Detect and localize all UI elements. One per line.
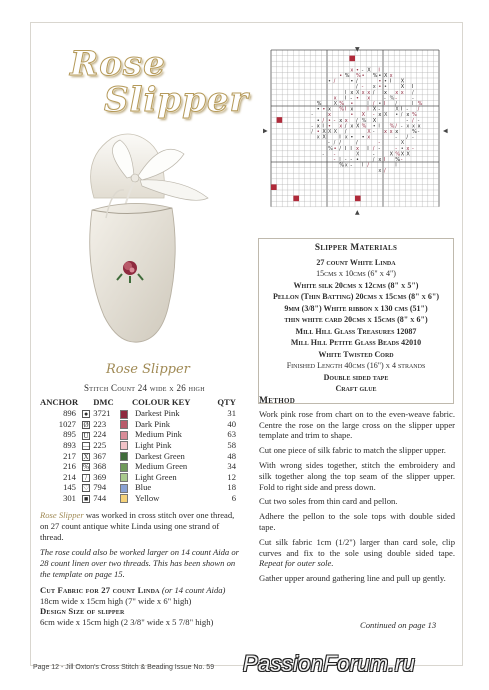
key-dmc: 369 <box>93 471 107 482</box>
svg-text:-: - <box>395 95 398 102</box>
svg-text:x: x <box>406 123 410 130</box>
svg-text:/: / <box>356 140 358 147</box>
svg-text:•: • <box>350 134 354 141</box>
svg-text:▼: ▼ <box>355 46 360 53</box>
continued-note: Continued on page 13 <box>360 620 437 630</box>
svg-text:/: / <box>406 134 409 141</box>
cross-stitch-chart <box>259 46 453 216</box>
key-row <box>40 472 236 483</box>
svg-text:X: X <box>367 67 371 74</box>
svg-text:x: x <box>378 168 382 175</box>
svg-text:•: • <box>361 134 365 141</box>
svg-text:%: % <box>389 123 395 130</box>
svg-text:x: x <box>384 129 387 135</box>
svg-text:-: - <box>322 151 325 158</box>
svg-text:X: X <box>400 84 405 91</box>
header-anchor: ANCHOR <box>40 397 79 407</box>
svg-text:X: X <box>400 78 405 85</box>
svg-text:X: X <box>400 151 405 158</box>
svg-text:•: • <box>372 123 376 130</box>
svg-text:-: - <box>412 145 414 152</box>
svg-text:-: - <box>350 157 353 163</box>
svg-text:%: % <box>316 101 322 107</box>
svg-text:•: • <box>322 106 326 113</box>
key-symbol: U <box>83 431 89 440</box>
key-swatch <box>120 493 132 504</box>
svg-text:%: % <box>395 157 400 163</box>
key-row <box>40 440 236 451</box>
key-qty: 63 <box>227 429 236 440</box>
method-step: Cut two soles from thin card and pellon. <box>259 496 398 507</box>
svg-text:-: - <box>333 151 336 158</box>
svg-text:•: • <box>350 101 354 107</box>
materials-line: Craft glue <box>335 384 377 393</box>
svg-text:X: X <box>356 89 360 96</box>
svg-text:-: - <box>378 106 381 113</box>
key-swatch <box>120 440 132 451</box>
svg-text:-: - <box>400 123 403 130</box>
size-label: Design Size of slipper <box>40 606 125 617</box>
svg-text:x: x <box>367 134 371 141</box>
size-value: 6cm wide x 15cm high (2 3/8" wide x 5 7/8" high) <box>40 617 214 628</box>
materials-line: Finished Length 40cms (16") x 4 strands <box>286 361 426 370</box>
svg-text:X: X <box>389 151 394 158</box>
svg-text:x: x <box>389 73 393 79</box>
svg-text:X: X <box>361 112 366 119</box>
svg-text:I: I <box>361 162 364 169</box>
svg-text:•: • <box>339 73 343 79</box>
colour-key-table <box>40 397 236 503</box>
key-row <box>40 461 236 472</box>
key-dmc: 224 <box>93 429 107 440</box>
key-anchor: 216 <box>63 461 76 472</box>
svg-text:/: / <box>339 140 341 147</box>
svg-text:X: X <box>372 106 377 113</box>
key-qty: 12 <box>227 471 236 482</box>
svg-text:/: / <box>344 129 347 135</box>
svg-text:-: - <box>378 145 381 152</box>
svg-text:X: X <box>400 140 405 147</box>
svg-text:I: I <box>367 106 369 113</box>
svg-text:X: X <box>322 129 326 135</box>
svg-text:-: - <box>350 95 353 102</box>
svg-text:%: % <box>339 101 344 107</box>
svg-text:-: - <box>372 112 375 119</box>
key-symbol: ■ <box>83 495 89 504</box>
svg-text:I: I <box>400 106 403 113</box>
svg-text:X: X <box>322 134 326 141</box>
title-rose: Rose <box>70 44 166 84</box>
key-dmc: 223 <box>93 418 107 429</box>
materials-line: 15cms x 10cms (6" x 4") <box>316 269 396 278</box>
method-step: With wrong sides together, stitch the embroidery and silk together along the top seam of the slipper upper. Fold to right side and press down. <box>259 459 455 492</box>
key-swatch <box>120 482 132 493</box>
header-qty: QTY <box>217 397 236 407</box>
svg-text:I: I <box>384 101 386 107</box>
svg-text:%: % <box>412 129 417 135</box>
svg-text:x: x <box>350 89 354 96</box>
svg-text:X: X <box>395 106 399 113</box>
svg-text:-: - <box>372 151 375 158</box>
svg-text:/: / <box>356 117 358 124</box>
svg-text:I: I <box>339 134 341 141</box>
svg-text:x: x <box>350 67 354 74</box>
svg-text:x: x <box>367 95 371 102</box>
svg-text:x: x <box>333 95 337 102</box>
key-symbol: / <box>79 472 93 483</box>
key-symbol: % <box>83 463 89 472</box>
svg-text:I: I <box>395 162 397 169</box>
svg-text:-: - <box>361 84 364 91</box>
key-header-row <box>40 397 236 408</box>
key-rows <box>40 408 236 503</box>
svg-text:x: x <box>372 84 376 91</box>
svg-text:-: - <box>395 145 398 152</box>
key-dmc: 744 <box>93 493 107 504</box>
svg-text:•: • <box>384 84 387 91</box>
key-colour-name: Dark Pink <box>134 418 171 429</box>
svg-text:•: • <box>400 145 404 152</box>
svg-text:X: X <box>356 151 360 158</box>
svg-text:X: X <box>328 129 332 135</box>
key-dmc: 794 <box>93 482 107 493</box>
key-row <box>40 419 236 430</box>
svg-text:x: x <box>344 162 348 169</box>
svg-text:x: x <box>384 89 387 96</box>
svg-text:I: I <box>384 157 386 163</box>
key-swatch <box>120 419 132 430</box>
key-anchor: 895 <box>63 429 76 440</box>
svg-text:/: / <box>367 162 369 169</box>
svg-text:•: • <box>378 78 382 85</box>
svg-text:-: - <box>372 129 375 135</box>
cut-fabric <box>40 585 242 607</box>
svg-text:I: I <box>367 145 369 152</box>
svg-text:-: - <box>406 106 409 113</box>
svg-text:-: - <box>412 95 414 102</box>
svg-text:-: - <box>328 140 330 147</box>
method-step: Cut one piece of silk fabric to match the slipper upper. <box>259 445 446 456</box>
key-anchor: 145 <box>63 482 76 493</box>
key-qty: 6 <box>231 493 236 504</box>
key-row <box>40 429 236 440</box>
svg-text:x: x <box>417 123 421 130</box>
svg-text:/: / <box>322 117 325 124</box>
key-dmc: 225 <box>93 440 107 451</box>
key-qty: 58 <box>227 440 236 451</box>
materials-line: White silk 20cms x 12cms (8" x 5") <box>293 280 419 290</box>
method-section <box>259 396 455 588</box>
svg-text:X: X <box>384 73 388 79</box>
svg-text:x: x <box>356 145 359 152</box>
key-colour-name: Blue <box>134 482 152 493</box>
svg-text:•: • <box>395 112 399 119</box>
key-colour-name: Medium Pink <box>134 429 182 440</box>
key-qty: 34 <box>227 461 236 472</box>
method-step-text: Cut silk fabric 1cm (1/2") larger than card sole, clip curves and fix to the sole using double sided tape. <box>259 536 455 558</box>
svg-text:/: / <box>372 101 375 107</box>
svg-text:•: • <box>328 78 331 85</box>
intro-paragraph <box>40 510 242 542</box>
svg-text:%: % <box>361 117 367 124</box>
svg-text:/: / <box>372 145 375 152</box>
repeat-note: Repeat for outer sole. <box>259 558 334 569</box>
svg-text:-: - <box>412 134 414 141</box>
svg-text:/: / <box>395 101 397 107</box>
svg-text:I: I <box>344 145 347 152</box>
svg-text:%: % <box>344 73 350 79</box>
svg-text:-: - <box>350 162 353 169</box>
svg-text:/: / <box>344 123 347 130</box>
svg-text:%: % <box>361 123 367 130</box>
svg-text:I: I <box>367 101 369 107</box>
key-symbol: — <box>83 442 91 451</box>
key-qty: 48 <box>227 450 236 461</box>
key-colour-name: Light Pink <box>134 440 172 451</box>
key-swatch <box>120 472 132 483</box>
svg-text:•: • <box>316 117 320 124</box>
key-symbol: ● <box>83 410 89 419</box>
svg-text:/: / <box>333 78 336 85</box>
svg-text:•: • <box>316 129 320 135</box>
key-dmc: 367 <box>93 450 107 461</box>
svg-text:%: % <box>412 112 417 119</box>
svg-text:-: - <box>400 157 403 163</box>
svg-text:I: I <box>378 123 380 130</box>
key-row <box>40 408 236 419</box>
svg-text:/: / <box>412 117 414 124</box>
svg-text:/: / <box>356 84 358 91</box>
svg-text:X: X <box>406 151 410 158</box>
key-colour-name: Yellow <box>134 493 160 504</box>
svg-text:I: I <box>412 84 414 91</box>
key-colour-name: Darkest Green <box>134 450 185 461</box>
svg-text:X: X <box>333 101 338 107</box>
svg-text:x: x <box>400 89 404 96</box>
key-anchor: 301 <box>63 493 76 504</box>
method-step <box>259 537 455 569</box>
svg-text:•: • <box>356 95 359 102</box>
svg-text:x: x <box>350 106 354 113</box>
svg-text:%: % <box>328 145 333 152</box>
svg-text:%: % <box>356 73 361 79</box>
key-anchor: 214 <box>63 471 76 482</box>
svg-text:/: / <box>384 168 386 175</box>
svg-text:-: - <box>378 140 381 147</box>
svg-text:I: I <box>344 106 347 113</box>
key-row <box>40 482 236 493</box>
key-symbol: X <box>83 452 89 461</box>
svg-text:/: / <box>417 106 420 113</box>
key-swatch <box>120 429 132 440</box>
intro-rest: was worked in cross stitch over one thread, on 27 count antique white Linda using one strand of thread. <box>40 510 235 542</box>
cut-label: Cut Fabric for 27 count Linda <box>40 584 160 595</box>
svg-text:/: / <box>412 89 414 96</box>
svg-text:x: x <box>316 123 320 130</box>
svg-text:X: X <box>333 129 338 135</box>
svg-text:•: • <box>378 73 382 79</box>
svg-text:•: • <box>361 73 365 79</box>
materials-line: Double sided tape <box>323 372 389 382</box>
svg-text:%: % <box>417 101 423 107</box>
svg-text:x: x <box>367 89 371 96</box>
key-symbol: Ø <box>83 420 89 429</box>
svg-text:/: / <box>339 145 341 152</box>
svg-text:I: I <box>389 78 392 85</box>
key-colour-name: Darkest Pink <box>134 408 180 419</box>
svg-text:%: % <box>395 151 400 158</box>
svg-text:x: x <box>406 112 410 119</box>
method-title: Method <box>259 396 296 406</box>
header-colour: COLOUR KEY <box>131 397 191 407</box>
slipper-photo <box>72 118 222 348</box>
svg-text:x: x <box>350 123 354 130</box>
materials-line: Mill Hill Petite Glass Beads 42010 <box>290 338 422 347</box>
svg-text:•: • <box>328 117 331 124</box>
method-step: Gather upper around gathering line and pull up gently. <box>259 573 446 584</box>
materials-line: 27 count White Linda <box>316 257 396 267</box>
method-step: Work pink rose from chart on to the even-weave fabric. Centre the rose on the large cross on the slipper upper template and trim to shape. <box>259 408 455 441</box>
svg-text:X: X <box>384 112 388 119</box>
key-anchor: 893 <box>63 440 76 451</box>
materials-line: Mill Hill Glass Treasures 12087 <box>295 326 417 336</box>
svg-text:I: I <box>322 123 324 130</box>
intro-em: Rose Slipper <box>40 510 84 520</box>
svg-text:x: x <box>361 89 365 96</box>
photo-caption: Rose Slipper <box>106 362 190 377</box>
key-swatch <box>120 461 132 472</box>
materials-line: thin white card 20cms x 15cms (8" x 6") <box>284 315 428 324</box>
svg-text:X: X <box>356 123 360 130</box>
key-colour-name: Medium Green <box>134 461 188 472</box>
svg-text:%: % <box>389 95 395 102</box>
svg-text:x: x <box>328 112 331 119</box>
svg-text:%: % <box>372 73 378 79</box>
key-dmc: 3721 <box>93 408 111 419</box>
svg-text:x: x <box>395 129 399 135</box>
header-dmc: DMC <box>93 397 114 407</box>
svg-text:I: I <box>344 95 347 102</box>
key-qty: 40 <box>227 418 236 429</box>
svg-text:•: • <box>333 145 337 152</box>
svg-text:x: x <box>344 117 348 124</box>
alt-paragraph: The rose could also be worked larger on 14 count Aida or 28 count linen over two threads. This has been shown on the template on page 15. <box>40 547 239 579</box>
svg-text:I: I <box>412 101 414 107</box>
svg-text:/: / <box>333 140 336 147</box>
materials-line: Pellon (Thin Batting) 20cms x 15cms (8" x 6") <box>273 292 439 301</box>
key-qty: 18 <box>227 482 236 493</box>
cut-value: 18cm wide x 15cm high (7" wide x 6" high) <box>40 595 192 606</box>
intro-text <box>40 510 242 628</box>
svg-text:-: - <box>344 157 347 163</box>
svg-text:x: x <box>328 106 331 113</box>
svg-text:/: / <box>400 112 403 119</box>
svg-text:x: x <box>316 134 320 141</box>
key-anchor: 217 <box>63 450 76 461</box>
svg-text:•: • <box>384 78 387 85</box>
method-step: Adhere the pellon to the sole tops with double sided tape. <box>259 511 455 532</box>
svg-text:-: - <box>333 117 336 124</box>
key-row <box>40 450 236 461</box>
key-row <box>40 493 236 504</box>
svg-text:▲: ▲ <box>355 208 360 216</box>
svg-text:x: x <box>389 129 393 135</box>
svg-text:•: • <box>316 106 320 113</box>
key-colour-name: Light Green <box>134 471 177 482</box>
svg-text:-: - <box>417 117 420 124</box>
svg-text:I: I <box>350 145 352 152</box>
svg-text:%: % <box>339 162 344 169</box>
svg-text:x: x <box>412 123 415 130</box>
svg-text:▶: ▶ <box>263 127 268 135</box>
svg-text:I: I <box>378 67 380 74</box>
key-swatch <box>120 450 132 461</box>
materials-line: White Twisted Cord <box>318 349 394 359</box>
svg-text:•: • <box>378 84 382 91</box>
svg-text:/: / <box>311 129 313 135</box>
svg-text:-: - <box>406 117 409 124</box>
svg-text:/: / <box>356 78 358 85</box>
svg-text:-: - <box>311 123 314 130</box>
key-swatch <box>120 408 132 419</box>
key-qty: 31 <box>227 408 236 419</box>
watermark-logo: PassionForum.ru <box>243 651 416 676</box>
svg-text:/: / <box>372 89 375 96</box>
svg-text:/: / <box>395 123 397 130</box>
svg-text:•: • <box>350 112 354 119</box>
key-dmc: 368 <box>93 461 107 472</box>
svg-text:•: • <box>328 123 331 130</box>
page-footer: Page 12 - Jill Oxton's Cross Stitch & Beading Issue No. 59 <box>33 664 215 671</box>
svg-text:x: x <box>339 117 343 124</box>
svg-text:I: I <box>339 157 341 163</box>
key-anchor: 896 <box>63 408 76 419</box>
svg-text:•: • <box>356 67 359 74</box>
cut-note: (or 14 count Aida) <box>161 584 226 595</box>
svg-text:x: x <box>395 89 399 96</box>
svg-text:•: • <box>356 157 359 163</box>
svg-text:-: - <box>417 129 420 135</box>
svg-text:-: - <box>361 67 364 74</box>
svg-text:-: - <box>395 134 398 141</box>
materials-box <box>258 238 454 404</box>
stitch-count: Stitch Count 24 wide x 26 high <box>84 383 205 393</box>
svg-text:x: x <box>344 134 348 141</box>
svg-text:I: I <box>344 89 347 96</box>
materials-line: 9mm (3/8") White ribbon x 130 cms (51") <box>284 303 428 313</box>
svg-text:-: - <box>311 112 314 119</box>
svg-text:◀: ◀ <box>443 127 448 135</box>
svg-text:•: • <box>350 78 354 85</box>
svg-text:x: x <box>378 157 382 163</box>
svg-text:/: / <box>372 157 375 163</box>
svg-text:x: x <box>339 123 343 130</box>
svg-text:x: x <box>378 112 382 119</box>
svg-text:-: - <box>384 95 386 102</box>
title-slipper: Slipper <box>104 80 249 120</box>
svg-text:X: X <box>372 117 377 124</box>
key-symbol: ♡ <box>83 484 90 493</box>
svg-text:-: - <box>333 157 336 163</box>
svg-text:x: x <box>406 145 410 152</box>
svg-text:X: X <box>367 129 371 135</box>
materials-title: Slipper Materials <box>314 243 398 253</box>
svg-text:%: % <box>339 106 344 113</box>
key-anchor: 1027 <box>58 418 76 429</box>
svg-text:•: • <box>378 101 382 107</box>
